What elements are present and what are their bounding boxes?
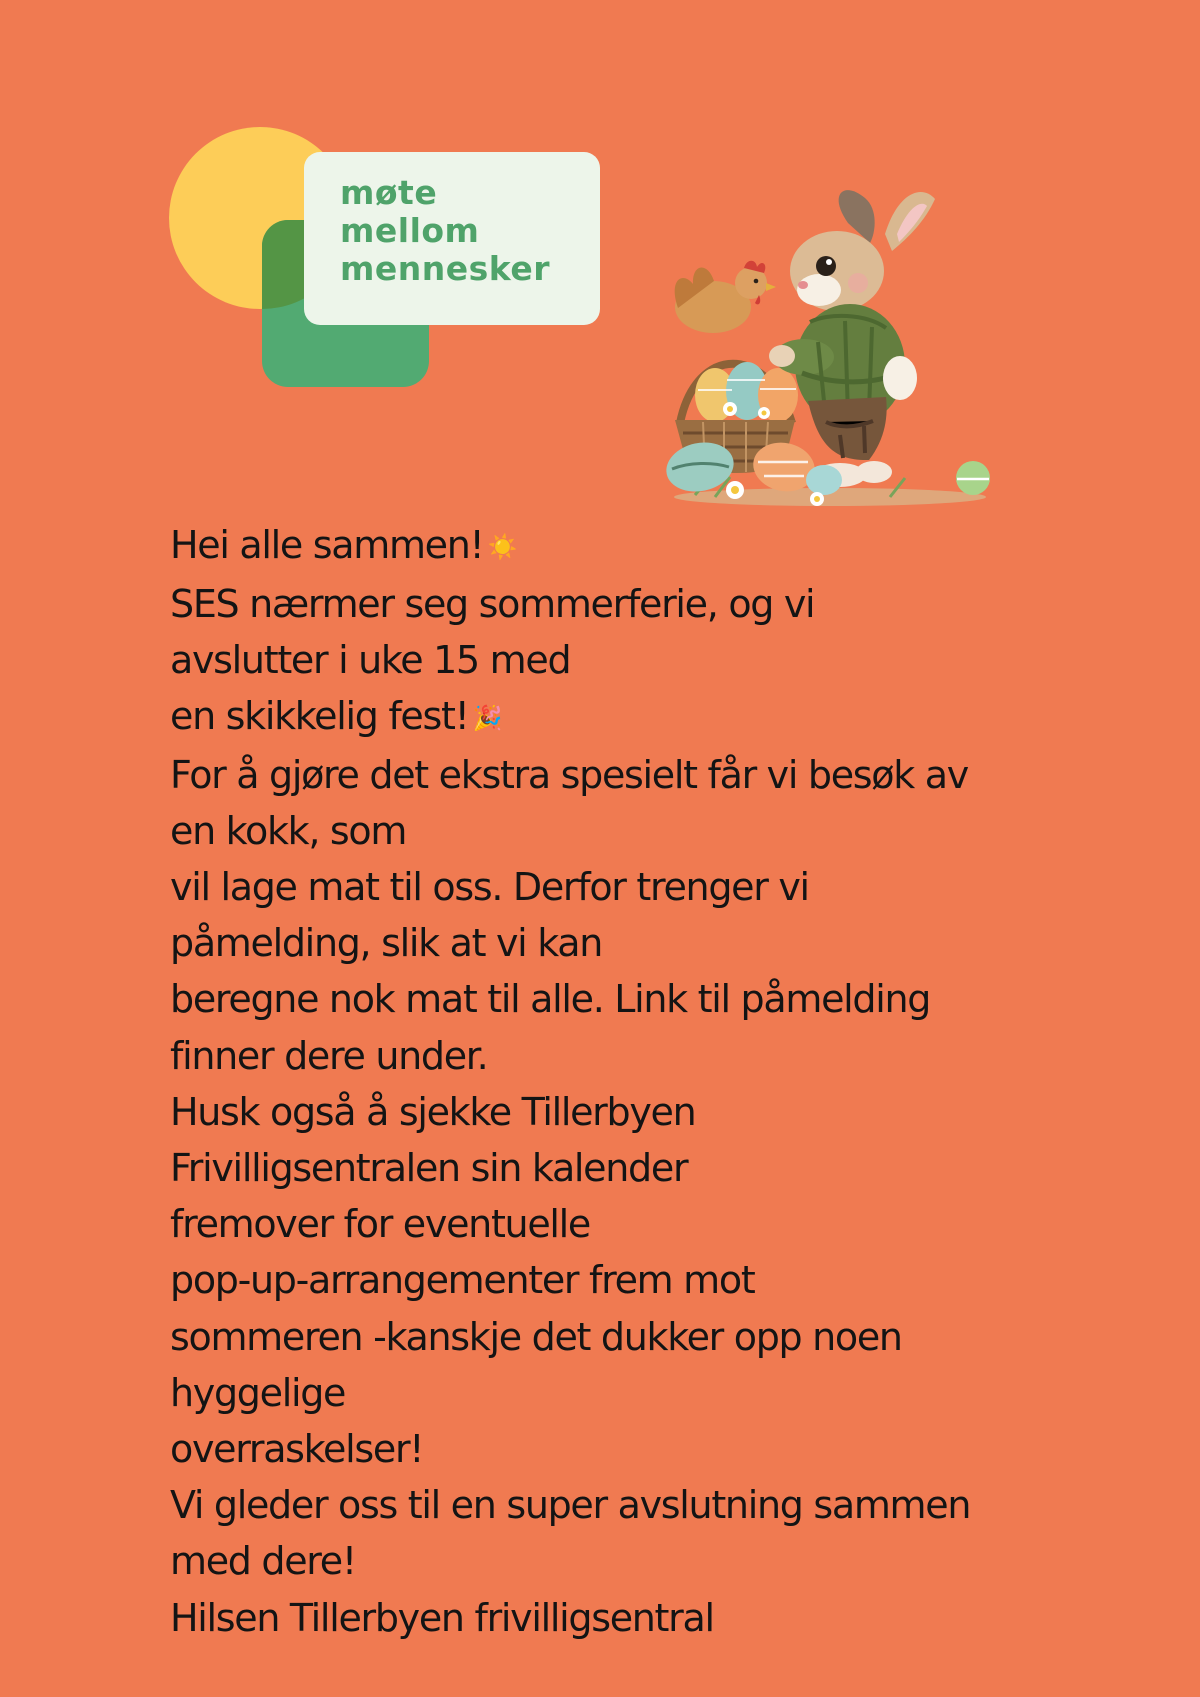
message-line: hyggelige [170, 1370, 346, 1415]
organization-logo [0, 0, 620, 400]
message-line: påmelding, slik at vi kan [170, 921, 602, 966]
message-line: beregne nok mat til alle. Link til påmelding [170, 977, 931, 1022]
party-emoji-icon: 🎉 [472, 704, 502, 733]
message-line: SES nærmer seg sommerferie, og vi [170, 581, 815, 626]
message-line: Vi gleder oss til en super avslutning sammen [170, 1483, 971, 1528]
message-line: Husk også å sjekke Tillerbyen [170, 1089, 696, 1134]
message-line: med dere! [170, 1539, 356, 1584]
message-line: en skikkelig fest! 🎉 [170, 688, 1070, 747]
sun-emoji-icon: ☀️ [487, 533, 517, 562]
message-line: For å gjøre det ekstra spesielt får vi besøk av [170, 752, 968, 797]
message-line: overraskelser! [170, 1427, 424, 1472]
message-line: en kokk, som [170, 808, 407, 853]
message-line: Frivilligsentralen sin kalender [170, 1146, 688, 1191]
chicken-icon [675, 261, 776, 333]
message-line: vil lage mat til oss. Derfor trenger vi [170, 865, 809, 909]
message-line: avslutter i uke 15 med [170, 637, 571, 682]
logo-word-mennesker: mennesker [340, 249, 550, 288]
newsletter-message [170, 517, 1070, 1646]
logo-word-mellom: mellom [340, 211, 480, 250]
message-line: sommeren -kanskje det dukker opp noen [170, 1314, 902, 1359]
message-line: Hilsen Tillerbyen frivilligsentral [170, 1595, 714, 1640]
message-line: Hei alle sammen! ☀️ [170, 517, 1070, 576]
message-line: pop-up-arrangementer frem mot [170, 1258, 755, 1303]
rabbit-icon [769, 190, 935, 487]
message-line: fremover for eventuelle [170, 1202, 590, 1247]
logo-word-mote: møte [340, 173, 438, 212]
easter-bunny-icon [660, 175, 1000, 515]
logo-text-card [304, 152, 600, 325]
message-line: finner dere under. [170, 1033, 488, 1078]
